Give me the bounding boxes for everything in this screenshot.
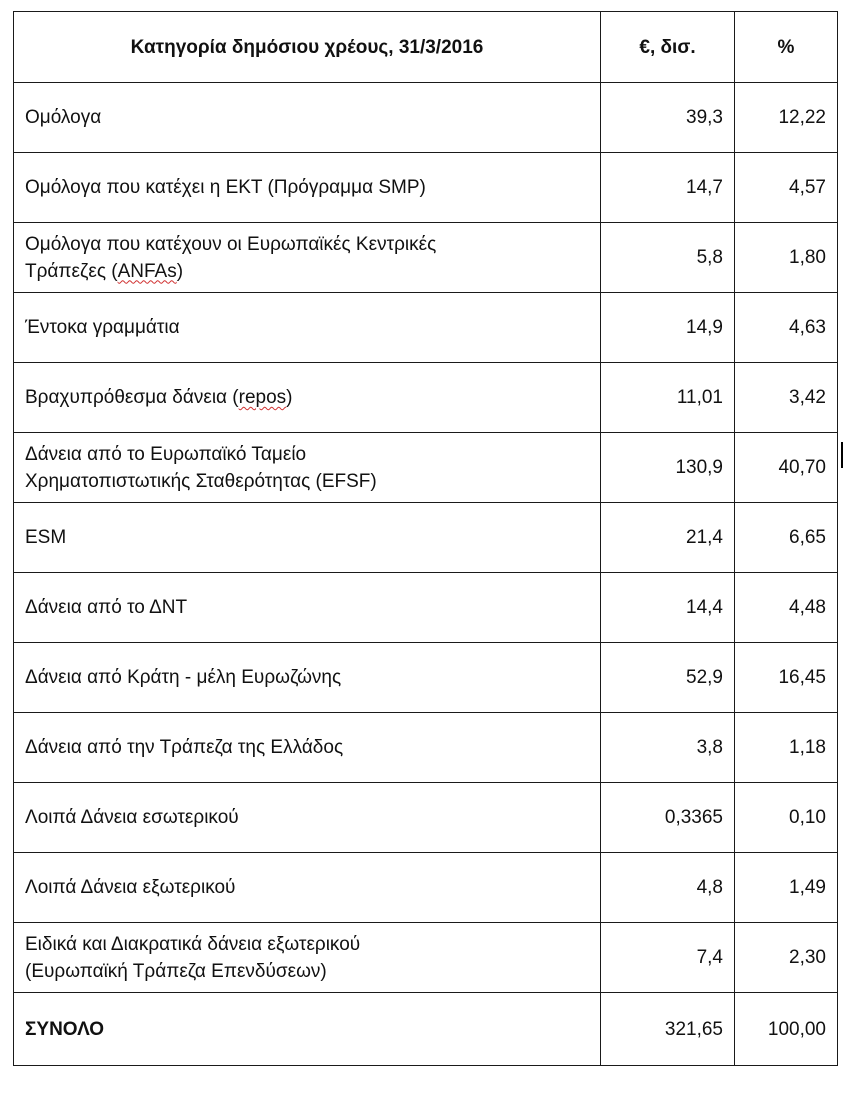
row-category-line2-pre: Τράπεζες ( [25, 260, 118, 282]
row-category: Δάνεια από το ΔΝΤ [14, 573, 601, 643]
row-eur-value: 14,7 [601, 153, 735, 223]
row-category-line1: Δάνεια από το Ευρωπαϊκό Ταμείο [25, 443, 307, 465]
row-percent-value: 40,70 [735, 433, 838, 503]
row-eur-value: 14,9 [601, 293, 735, 363]
table-row [14, 573, 838, 643]
table-row [14, 923, 838, 993]
row-category: Δάνεια από Κράτη - μέλη Ευρωζώνης [14, 643, 601, 713]
row-eur-value: 11,01 [601, 363, 735, 433]
text-cursor-mark [841, 442, 843, 468]
spellcheck-flagged-word: ANFAs [117, 260, 177, 282]
total-row [14, 993, 838, 1066]
total-percent-value: 100,00 [735, 993, 838, 1066]
table-row [14, 503, 838, 573]
row-percent-value: 6,65 [735, 503, 838, 573]
table-row [14, 293, 838, 363]
table-row [14, 643, 838, 713]
row-eur-value: 21,4 [601, 503, 735, 573]
row-category [14, 363, 601, 433]
row-percent-value: 4,63 [735, 293, 838, 363]
row-eur-value: 130,9 [601, 433, 735, 503]
row-category-line1: Ομόλογα που κατέχουν οι Ευρωπαϊκές Κεντρικές [25, 233, 437, 255]
row-category-line1: Ειδικά και Διακρατικά δάνεια εξωτερικού [25, 933, 361, 955]
row-percent-value: 12,22 [735, 83, 838, 153]
row-category [14, 923, 601, 993]
row-eur-value: 52,9 [601, 643, 735, 713]
row-category-line2-post: ) [176, 260, 184, 282]
row-percent-value: 1,80 [735, 223, 838, 293]
table-row [14, 83, 838, 153]
row-category-line2: (Ευρωπαϊκή Τράπεζα Επενδύσεων) [25, 960, 327, 982]
row-eur-value: 7,4 [601, 923, 735, 993]
row-eur-value: 39,3 [601, 83, 735, 153]
table-row [14, 363, 838, 433]
row-category: Έντοκα γραμμάτια [14, 293, 601, 363]
row-percent-value: 16,45 [735, 643, 838, 713]
row-category: Ομόλογα [14, 83, 601, 153]
row-eur-value: 5,8 [601, 223, 735, 293]
row-percent-value: 2,30 [735, 923, 838, 993]
header-row [14, 12, 838, 83]
public-debt-table [13, 11, 838, 1066]
header-eur-billion: €, δισ. [601, 12, 735, 83]
row-eur-value: 0,3365 [601, 783, 735, 853]
table-row [14, 853, 838, 923]
row-percent-value: 1,49 [735, 853, 838, 923]
row-percent-value: 0,10 [735, 783, 838, 853]
row-percent-value: 1,18 [735, 713, 838, 783]
total-label: ΣΥΝΟΛΟ [14, 993, 601, 1066]
row-category: ESM [14, 503, 601, 573]
header-category: Κατηγορία δημόσιου χρέους, 31/3/2016 [14, 12, 601, 83]
total-eur-value: 321,65 [601, 993, 735, 1066]
row-category [14, 223, 601, 293]
row-category [14, 433, 601, 503]
table-row [14, 783, 838, 853]
row-percent-value: 3,42 [735, 363, 838, 433]
row-eur-value: 14,4 [601, 573, 735, 643]
spellcheck-flagged-word: repos [238, 387, 287, 408]
table-row [14, 153, 838, 223]
row-eur-value: 3,8 [601, 713, 735, 783]
row-category-post: ) [286, 387, 293, 408]
row-percent-value: 4,48 [735, 573, 838, 643]
table-row [14, 433, 838, 503]
table-row [14, 223, 838, 293]
header-percent: % [735, 12, 838, 83]
row-category-pre: Βραχυπρόθεσμα δάνεια ( [25, 387, 239, 408]
row-category: Δάνεια από την Τράπεζα της Ελλάδος [14, 713, 601, 783]
row-category: Λοιπά Δάνεια εσωτερικού [14, 783, 601, 853]
row-category: Ομόλογα που κατέχει η ΕΚΤ (Πρόγραμμα SMP) [14, 153, 601, 223]
row-percent-value: 4,57 [735, 153, 838, 223]
table-row [14, 713, 838, 783]
row-category-line2: Χρηματοπιστωτικής Σταθερότητας (EFSF) [25, 470, 377, 492]
row-eur-value: 4,8 [601, 853, 735, 923]
row-category: Λοιπά Δάνεια εξωτερικού [14, 853, 601, 923]
